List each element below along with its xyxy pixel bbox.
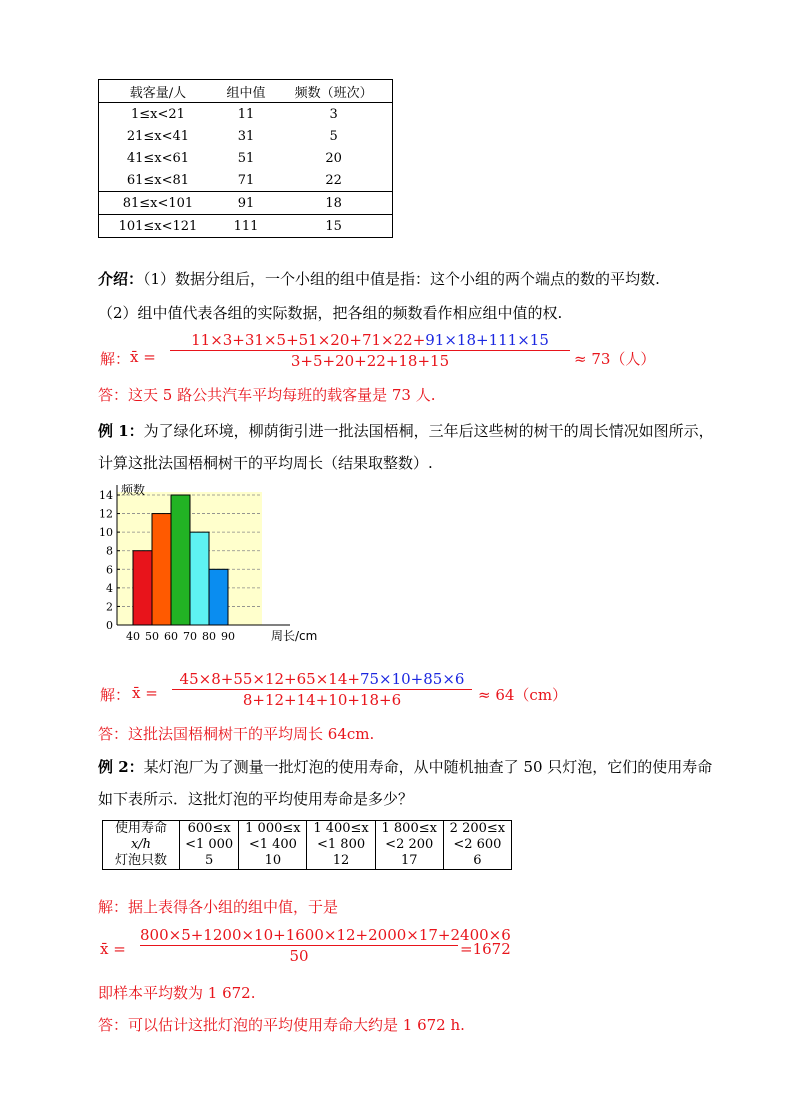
bar-60-70 [171,495,190,625]
solution-2-prefix: 解： [100,686,131,704]
mean-statement: 即样本平均数为 1 672. [98,984,256,1002]
table-row: 灯泡只数 5 10 12 17 6 [103,853,512,870]
x-tick-label: 60 [164,630,178,643]
fraction-bar [170,350,570,351]
fraction-bar [172,689,472,690]
table-row: x/h <1 000 <1 400 <1 800 <2 200 <2 600 [103,837,512,853]
fraction-numerator: 800×5+1200×10+1600×12+2000×17+2400×6 [140,926,511,944]
y-tick-label: 6 [106,563,113,577]
fraction-numerator: 45×8+55×12+65×14+75×10+85×6 [179,670,465,688]
table-row: 使用寿命 600≤x 1 000≤x 1 400≤x 1 800≤x 2 200≤x [103,821,512,838]
table-row: 1≤x<21 11 3 [130,106,338,122]
table-row: 41≤x<61 51 20 [126,150,342,166]
intro-label: 介绍： [98,270,144,288]
solution-3-xbar: x̄ = [100,940,126,958]
y-axis-label: 频数 [121,483,146,497]
row-header-count: 灯泡只数 [114,853,167,868]
row-header-unit: x/h [130,837,152,852]
y-tick-label: 8 [106,544,113,558]
histogram-chart [95,480,318,645]
solution-2-fraction [172,670,472,709]
y-tick-label: 10 [99,526,113,540]
solution-2-xbar: x̄ = [132,684,158,702]
solution-1-xbar: x̄ = [130,348,156,366]
x-tick-label: 90 [221,630,235,643]
example-1-line-1: 例 1：为了绿化环境，柳荫街引进一批法国梧桐，三年后这些树的树干的周长情况如图所示， [98,422,714,440]
solution-3-intro: 解：据上表得各小组的组中值，于是 [98,898,339,916]
intro-text-1: （1）数据分组后，一个小组的组中值是指：这个小组的两个端点的数的平均数. [143,270,660,288]
table-row: 101≤x<121 111 15 [99,215,393,238]
bar-40-50 [133,551,152,625]
solution-1-result: ≈ 73（人） [574,350,656,368]
example-2-label: 例 2： [98,758,144,776]
fraction-bar [140,945,458,946]
table-row: 81≤x<101 91 18 [99,192,393,215]
bulb-lifetime-table [102,820,512,870]
fraction-denominator: 50 [289,947,309,965]
bar-50-60 [152,514,171,625]
example-2-line-1: 例 2：某灯泡厂为了测量一批灯泡的使用寿命，从中随机抽查了 50 只灯泡，它们的使用寿命 [98,758,713,776]
header-frequency: 频数（班次） [294,85,373,101]
example-1-label: 例 1： [98,422,144,440]
header-midpoint: 组中值 [226,85,266,101]
fraction-denominator: 8+12+14+10+18+6 [242,691,402,709]
row-header-lifetime: 使用寿命 [114,821,167,836]
x-tick-label: 40 [126,630,140,643]
x-tick-label: 70 [183,630,197,643]
answer-2: 答：这批法国梧桐树干的平均周长 64cm. [98,725,375,743]
bar-70-80 [190,532,209,625]
fraction-numerator: 11×3+31×5+51×20+71×22+91×18+111×15 [191,331,549,349]
x-tick-label: 50 [145,630,159,643]
y-tick-label: 2 [106,600,113,614]
solution-1-prefix: 解： [100,350,131,368]
intro-line-1 [98,268,660,290]
fraction-denominator: 3+5+20+22+18+15 [290,352,450,370]
answer-3: 答：可以估计这批灯泡的平均使用寿命大约是 1 672 h. [98,1016,465,1034]
answer-1: 答：这天 5 路公共汽车平均每班的载客量是 73 人. [98,386,436,404]
x-tick-label: 80 [202,630,216,643]
example-2-line-2: 如下表所示．这批灯泡的平均使用寿命是多少？ [98,790,414,808]
example-1-line-2: 计算这批法国梧桐树干的平均周长（结果取整数）. [98,454,433,472]
y-tick-label: 4 [106,581,113,595]
header-load: 载客量/人 [129,85,187,101]
y-tick-label: 14 [99,489,113,502]
solution-3-result: =1672 [460,940,511,958]
intro-line-2: （2）组中值代表各组的实际数据，把各组的频数看作相应组中值的权. [98,304,563,322]
y-tick-label: 12 [99,507,113,521]
solution-1-fraction [170,331,570,370]
y-tick-label: 0 [106,619,113,632]
table-row: 61≤x<81 71 22 [126,172,342,188]
table-row: 21≤x<41 31 5 [126,128,338,144]
solution-2-result: ≈ 64（cm） [478,686,568,704]
bar-80-90 [209,569,228,625]
x-axis-label: 周长/cm [271,629,318,643]
passenger-table [98,79,393,238]
